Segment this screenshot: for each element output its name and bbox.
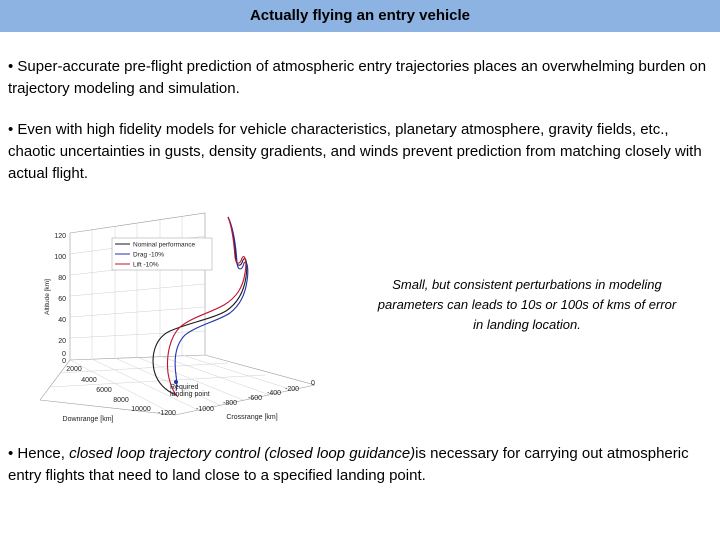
legend-lift: Lift -10% bbox=[133, 261, 159, 269]
downrange-tick-4000: 4000 bbox=[81, 377, 97, 384]
crossrange-tick-n600: -600 bbox=[247, 395, 263, 402]
downrange-tick-6000: 6000 bbox=[96, 387, 112, 394]
landing-label-line2: landing point bbox=[170, 391, 210, 398]
downrange-axis-label: Downrange [km] bbox=[62, 416, 114, 423]
bullet3-emphasis: closed loop trajectory control (closed loop guidance) bbox=[69, 445, 416, 462]
crossrange-axis-label: Crossrange [km] bbox=[226, 414, 278, 421]
legend-drag: Drag -10% bbox=[133, 251, 165, 259]
downrange-tick-8000: 8000 bbox=[113, 397, 129, 404]
floor-front-edge bbox=[40, 400, 175, 415]
legend-nominal: Nominal performance bbox=[133, 241, 196, 249]
bullet-prediction: • Super-accurate pre-flight prediction of atmospheric entry trajectories places an overwhelming burden on trajectory modeling and simulation. bbox=[8, 58, 707, 97]
y-axis-label: Altitude [km] bbox=[44, 279, 51, 315]
back-wall-top bbox=[70, 213, 205, 360]
crossrange-tick-n200: -200 bbox=[284, 386, 300, 393]
downrange-tick-2000: 2000 bbox=[66, 366, 82, 373]
ytick-0: 0 bbox=[62, 358, 66, 365]
ytick-40: 40 bbox=[58, 317, 66, 324]
ytick-100: 100 bbox=[54, 254, 66, 261]
bullet3-prefix: • Hence, bbox=[8, 445, 70, 462]
landing-label-line1: Required bbox=[170, 384, 199, 391]
floor-right-edge bbox=[205, 355, 315, 385]
crossrange-tick-n1200: -1200 bbox=[158, 410, 176, 417]
bullet-closed-loop bbox=[8, 443, 714, 487]
ytick-80: 80 bbox=[58, 275, 66, 282]
bullet-uncertainties: • Even with high fidelity models for vehicle characteristics, planetary atmosphere, gravity fields, etc., chaotic uncertainties in gusts, density gradients, and winds prevent prediction from matching closely with actual flight. bbox=[8, 121, 702, 182]
trajectory-figure bbox=[30, 205, 330, 430]
crossrange-tick-0: 0 bbox=[311, 380, 315, 387]
slide-title: Actually flying an entry vehicle bbox=[0, 0, 720, 32]
downrange-tick-10000: 10000 bbox=[131, 406, 151, 413]
crossrange-tick-n1000: -1000 bbox=[196, 406, 214, 413]
figure-caption: Small, but consistent perturbations in modeling parameters can leads to 10s or 100s of kms of error in landing location. bbox=[377, 277, 677, 332]
crossrange-tick-n400: -400 bbox=[266, 390, 282, 397]
ytick-120: 120 bbox=[54, 233, 66, 240]
downrange-tick-0: 0 bbox=[62, 351, 66, 358]
ytick-20: 20 bbox=[58, 338, 66, 345]
crossrange-tick-n800: -800 bbox=[222, 400, 238, 407]
bullet3-suffix: is necessary for carrying out atmospheric entry flights that need to land close to a specified landing point. bbox=[8, 445, 689, 484]
legend bbox=[112, 238, 212, 270]
ytick-60: 60 bbox=[58, 296, 66, 303]
